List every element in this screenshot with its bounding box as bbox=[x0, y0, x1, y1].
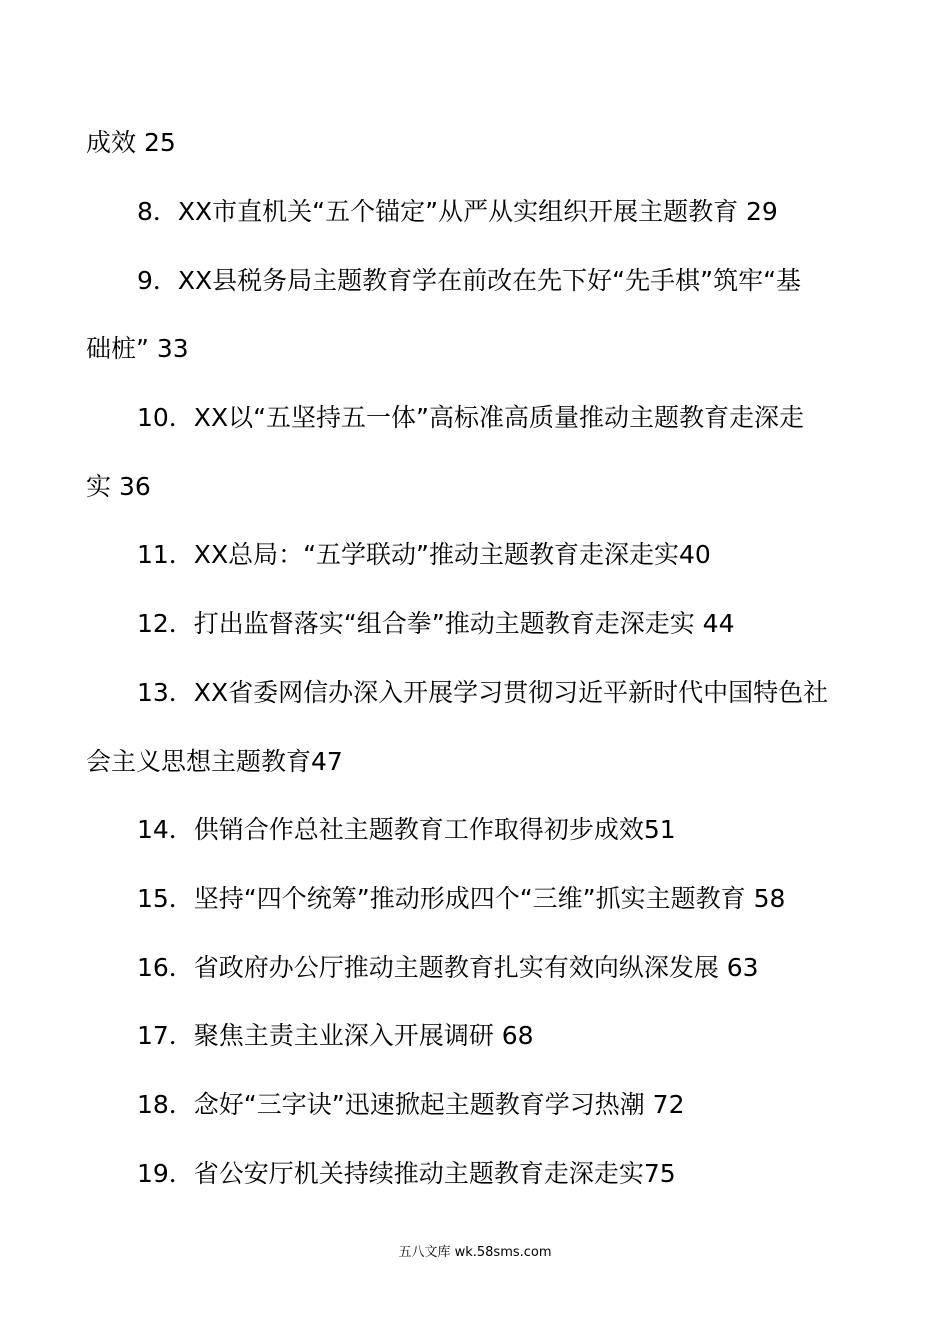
toc-entry-18: 18．念好“三字诀”迅速掀起主题教育学习热潮 72 bbox=[137, 1090, 685, 1119]
toc-entry-8: 8．XX市直机关“五个锚定”从严从实组织开展主题教育 29 bbox=[137, 197, 778, 226]
toc-entry-12: 12．打出监督落实“组合拳”推动主题教育走深走实 44 bbox=[137, 609, 735, 638]
toc-entry-17: 17．聚焦主责主业深入开展调研 68 bbox=[137, 1021, 534, 1050]
toc-entry-9-continuation: 础桩” 33 bbox=[86, 334, 189, 363]
toc-entry-11: 11．XX总局：“五学联动”推动主题教育走深走实40 bbox=[137, 540, 711, 569]
toc-entry-14: 14．供销合作总社主题教育工作取得初步成效51 bbox=[137, 815, 676, 844]
toc-entry-19: 19．省公安厅机关持续推动主题教育走深走实75 bbox=[137, 1159, 676, 1188]
toc-entry-13-continuation: 会主义思想主题教育47 bbox=[86, 747, 343, 776]
toc-entry-16: 16．省政府办公厅推动主题教育扎实有效向纵深发展 63 bbox=[137, 953, 759, 982]
footer-watermark: 五八文库 wk.58sms.com bbox=[398, 1245, 552, 1260]
toc-entry-13: 13．XX省委网信办深入开展学习贯彻习近平新时代中国特色社 bbox=[137, 678, 829, 707]
toc-entry-9: 9．XX县税务局主题教育学在前改在先下好“先手棋”筑牢“基 bbox=[137, 266, 802, 295]
toc-entry-10-continuation: 实 36 bbox=[86, 472, 151, 501]
toc-line-continuation: 成效 25 bbox=[86, 128, 176, 157]
toc-entry-15: 15．坚持“四个统筹”推动形成四个“三维”抓实主题教育 58 bbox=[137, 884, 786, 913]
toc-entry-10: 10．XX以“五坚持五一体”高标准高质量推动主题教育走深走 bbox=[137, 403, 804, 432]
